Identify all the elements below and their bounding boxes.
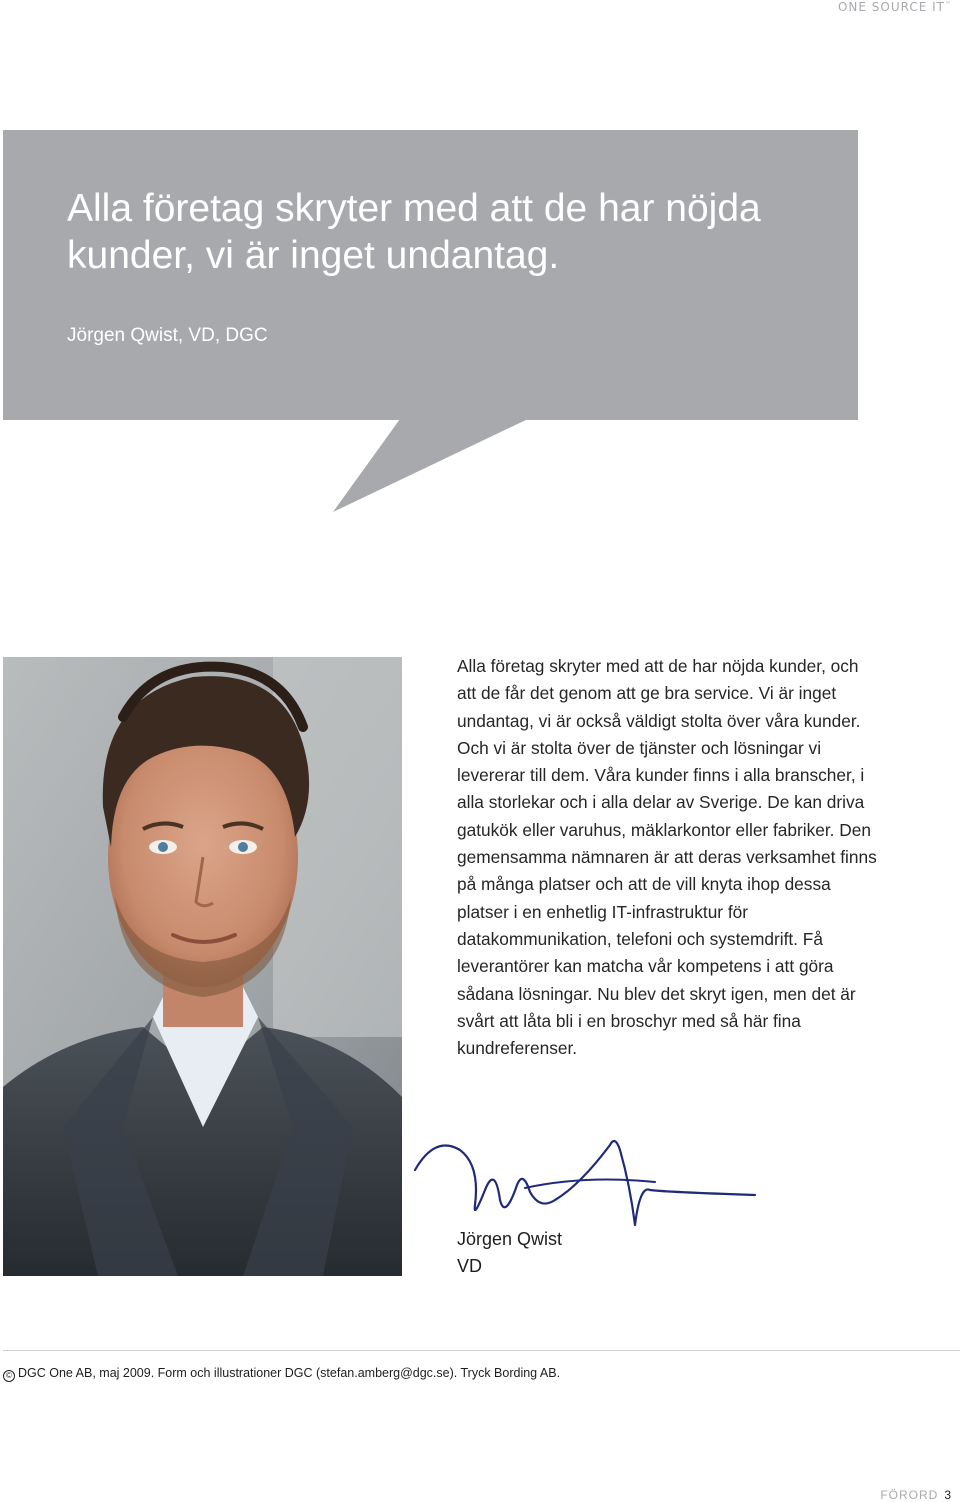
footer-divider xyxy=(3,1350,960,1351)
colophon xyxy=(3,1366,560,1382)
copyright-icon: © xyxy=(3,1370,15,1382)
signatory-title: VD xyxy=(457,1256,483,1276)
signatory-name: Jörgen Qwist xyxy=(457,1229,563,1249)
colophon-text: DGC One AB, maj 2009. Form och illustrationer DGC (stefan.amberg@dgc.se). Tryck Bording AB. xyxy=(18,1366,561,1380)
section-label: FÖRORD xyxy=(880,1488,939,1502)
brand-text: ONE SOURCE IT xyxy=(837,0,945,14)
handwritten-signature xyxy=(405,1130,765,1230)
body-paragraph: Alla företag skryter med att de har nöjda kunder, och att de får det genom att ge bra service. Vi är inget undantag, vi är också väldigt stolta över våra kunder. Och vi är stolta över de tjänster och lösningar vi levererar till dem. Våra kunder finns i alla branscher, i alla storlekar och i alla delar av Sverige. De kan driva gatukök eller varuhus, mäklarkontor eller fabriker. Den gemensamma nämnaren är att deras verksamhet finns på många platser och att de vill knyta ihop dessa platser i en enhetlig IT-infrastruktur för datakommunikation, telefoni och systemdrift. Få leverantörer kan matcha vår kompetens i att göra sådana lösningar. Nu blev det skryt igen, men det är svårt att låta bli i en broschyr med så här fina kundreferenser. xyxy=(457,656,877,1059)
portrait-illustration xyxy=(3,657,402,1276)
quote-bubble xyxy=(0,0,960,520)
trademark-mark: ™ xyxy=(945,1,952,8)
quote-attribution: Jörgen Qwist, VD, DGC xyxy=(67,325,268,346)
portrait-photo xyxy=(3,657,402,1276)
page-folio xyxy=(880,1488,952,1502)
page-number: 3 xyxy=(944,1488,952,1502)
pull-quote: Alla företag skryter med att de har nöjda kunder, vi är inget undantag. xyxy=(67,187,761,277)
